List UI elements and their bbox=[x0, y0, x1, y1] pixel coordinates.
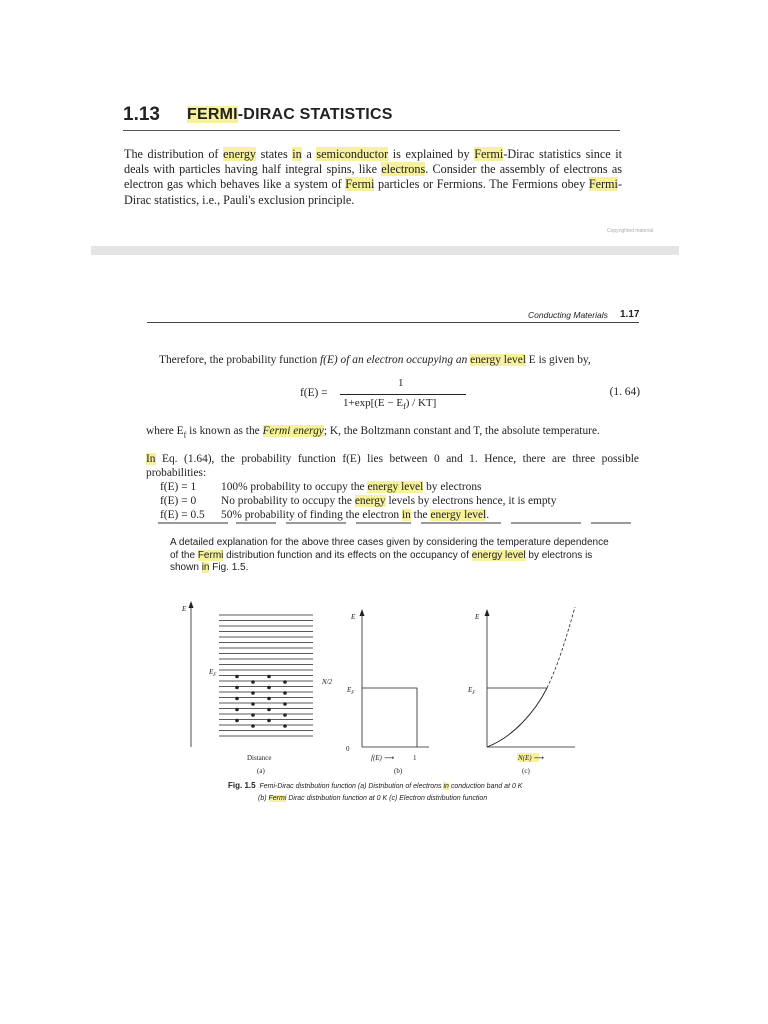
page-number: 1.17 bbox=[620, 309, 640, 320]
energy-level-lines bbox=[219, 615, 313, 736]
panel-b bbox=[346, 609, 429, 775]
caption-line-2: (b) Fermi Dirac distribution function at 0 K (c) Electron distribution function bbox=[258, 795, 488, 802]
electron-dot bbox=[251, 713, 255, 717]
copyright-watermark: Copyrighted material bbox=[607, 228, 654, 234]
section-title: FERMI-DIRAC STATISTICS bbox=[187, 106, 393, 123]
electron-dot bbox=[283, 691, 287, 695]
panel-c-x-label: N(E) ⟶ bbox=[518, 754, 544, 762]
case-row: f(E) = 0.5 50% probability of finding the electron in the energy level. bbox=[160, 509, 490, 521]
section-body-paragraph: The distribution of energy states in a semiconductor is explained by Fermi-Dirac statistics since it deals with particles having half integral spins, like electrons. Consider the assembly of electrons as electron gas which behaves like a system of Fermi particles or Fermions. The Fermions obey Fermi-Dirac statistics, i.e., Pauli's exclusion principle. bbox=[124, 147, 622, 207]
electron-dot bbox=[283, 702, 287, 706]
electron-dot bbox=[251, 724, 255, 728]
electron-dot bbox=[267, 686, 271, 690]
panel-a bbox=[181, 601, 333, 775]
formula-numerator: 1 bbox=[398, 377, 404, 389]
running-head: Conducting Materials bbox=[528, 310, 608, 320]
panel-c-sub-label: (c) bbox=[522, 767, 530, 775]
panel-a-half-label: N/2 bbox=[322, 678, 333, 686]
case-row: f(E) = 1 100% probability to occupy the energy level by electrons bbox=[160, 481, 482, 493]
panel-b-x-label: f(E) ⟶ bbox=[371, 754, 394, 762]
caption-line-1: Fig. 1.5 Femi-Dirac distribution function (a) Distribution of electrons in conduction band at 0 K bbox=[228, 781, 523, 790]
electron-dot bbox=[235, 719, 239, 723]
electron-dot bbox=[267, 708, 271, 712]
panel-b-sub-label: (b) bbox=[394, 767, 403, 775]
panel-a-y-arrow-icon bbox=[189, 601, 194, 608]
where-paragraph: where $E_f$ is known as the Fermi energy; K, the Boltzmann constant and T, the absolute temperature. bbox=[146, 425, 600, 440]
fraction-bar bbox=[340, 394, 466, 395]
panel-a-ef-label: $E_F$ bbox=[209, 668, 217, 678]
figure-1-5 bbox=[165, 597, 585, 777]
equation-number: (1. 64) bbox=[609, 386, 640, 398]
panel-a-y-label: E bbox=[182, 605, 187, 613]
probability-paragraph: In Eq. (1.64), the probability function f(E) lies between 0 and 1. Hence, there are three possible probabilities: bbox=[146, 453, 639, 479]
panel-c-ef-label: $E_F$ bbox=[468, 686, 476, 696]
panel-c-dashed-curve bbox=[547, 607, 575, 688]
fermi-dirac-formula bbox=[300, 376, 640, 416]
electron-dot bbox=[235, 697, 239, 701]
panel-b-zero-label: 0 bbox=[346, 745, 350, 753]
page-divider bbox=[91, 246, 679, 255]
section-number: 1.13 bbox=[123, 104, 160, 125]
electron-dot bbox=[283, 713, 287, 717]
figure-caption bbox=[228, 780, 628, 805]
electron-dot bbox=[283, 680, 287, 684]
formula-lhs: f(E) = bbox=[300, 387, 328, 399]
panel-b-step-curve bbox=[362, 688, 417, 747]
panel-b-y-arrow-icon bbox=[360, 609, 365, 616]
panel-c-y-arrow-icon bbox=[485, 609, 490, 616]
header-rule bbox=[147, 322, 639, 323]
electron-dot bbox=[251, 702, 255, 706]
electron-dot bbox=[283, 724, 287, 728]
electron-dot bbox=[267, 675, 271, 679]
electron-dot bbox=[267, 697, 271, 701]
electron-dot bbox=[235, 675, 239, 679]
section-header bbox=[123, 100, 620, 131]
case-row: f(E) = 0 No probability to occupy the energy levels by electrons hence, it is empty bbox=[160, 495, 557, 507]
panel-b-ef-label: $E_F$ bbox=[347, 686, 355, 696]
electron-dot bbox=[235, 686, 239, 690]
electron-dot bbox=[251, 691, 255, 695]
panel-c-y-label: E bbox=[475, 613, 480, 621]
panel-b-one-label: 1 bbox=[413, 754, 417, 762]
electron-dot bbox=[235, 708, 239, 712]
panel-b-y-label: E bbox=[351, 613, 356, 621]
panel-c bbox=[467, 607, 575, 775]
formula-denominator: $1+\exp[(E - E_f) / KT]$ bbox=[343, 397, 437, 412]
panel-a-sub-label: (a) bbox=[257, 767, 265, 775]
clipped-text-line bbox=[146, 520, 640, 526]
panel-a-x-label: Distance bbox=[247, 754, 272, 762]
panel-c-solid-curve bbox=[487, 688, 547, 747]
electron-dot bbox=[267, 719, 271, 723]
intro-paragraph: Therefore, the probability function f(E) of an electron occupying an energy level E is given by, bbox=[159, 354, 591, 366]
detail-paragraph: A detailed explanation for the above three cases given by considering the temperature dependence of the Fermi distribution function and its effects on the occupancy of energy level by electrons is shown in Fig. 1.5. bbox=[170, 537, 609, 573]
electron-dot bbox=[251, 680, 255, 684]
